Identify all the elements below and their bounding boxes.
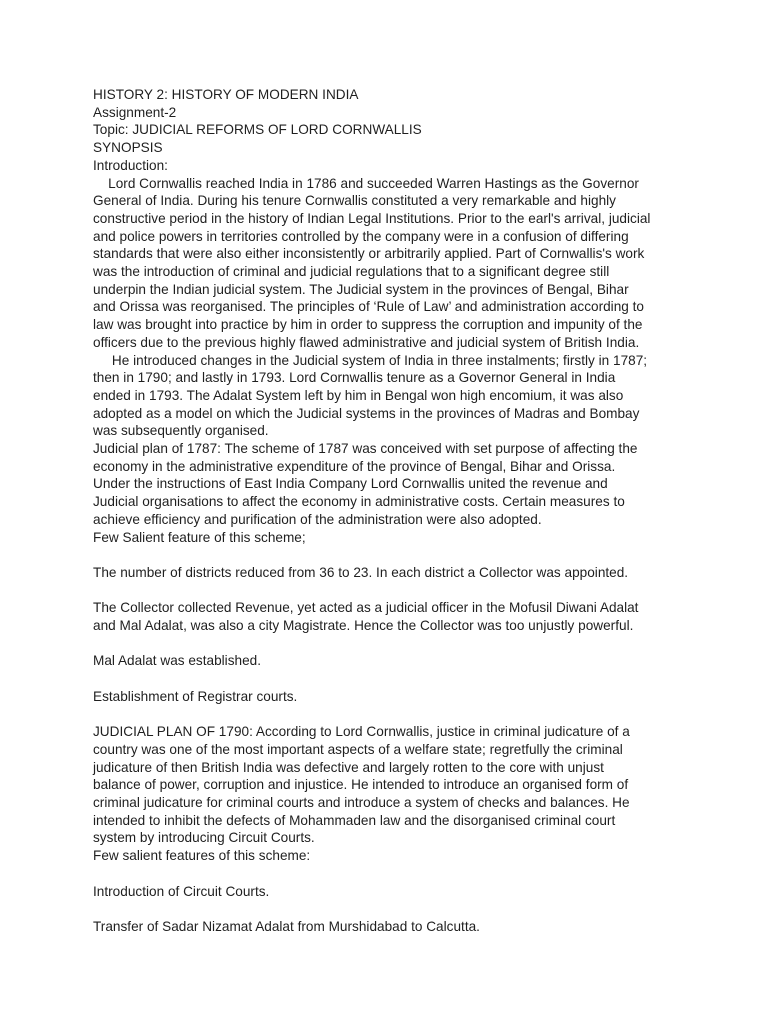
- text-line: Few Salient feature of this scheme;: [93, 529, 306, 545]
- text-line: He introduced changes in the Judicial system of India in three instalments; firstly in 1787;: [93, 352, 648, 368]
- intro-paragraph-2: [93, 352, 683, 441]
- text-line: Transfer of Sadar Nizamat Adalat from Murshidabad to Calcutta.: [93, 918, 480, 934]
- spacer: [93, 900, 683, 918]
- feature-1787-mal-adalat: [93, 652, 683, 670]
- spacer: [93, 706, 683, 724]
- text-line: then in 1790; and lastly in 1793. Lord Cornwallis tenure as a Governor General in India: [93, 370, 616, 386]
- text-line: Introduction of Circuit Courts.: [93, 883, 270, 899]
- text-line: achieve efficiency and purification of the administration were also adopted.: [93, 511, 542, 527]
- text-line: adopted as a model on which the Judicial systems in the provinces of Madras and Bombay: [93, 405, 640, 421]
- spacer: [93, 582, 683, 600]
- feature-1790-sadar-nizamat: [93, 918, 683, 936]
- text-line: criminal judicature for criminal courts and introduce a system of checks and balances. He: [93, 795, 630, 811]
- text-line: was subsequently organised.: [93, 423, 269, 439]
- spacer: [93, 670, 683, 688]
- text-line: ended in 1793. The Adalat System left by him in Bengal won high encomium, it was also: [93, 387, 624, 403]
- text-line: intended to inhibit the defects of Mohammaden law and the disorganised criminal court: [93, 812, 616, 828]
- text-line: balance of power, corruption and injustice. He intended to introduce an organised form of: [93, 777, 629, 793]
- text-line: law was brought into practice by him in order to suppress the corruption and impunity of the: [93, 317, 643, 333]
- feature-1787-districts: [93, 564, 683, 582]
- text-line: The Collector collected Revenue, yet acted as a judicial officer in the Mofusil Diwani Adalat: [93, 600, 639, 616]
- text-line: General of India. During his tenure Cornwallis constituted a very remarkable and highly: [93, 193, 616, 209]
- intro-paragraph-1: [93, 175, 683, 352]
- text-line: Judicial plan of 1787: The scheme of 1787 was conceived with set purpose of affecting the: [93, 441, 638, 457]
- text-line: underpin the Indian judicial system. The Judicial system in the provinces of Bengal, Bihar: [93, 281, 629, 297]
- topic-line: Topic: JUDICIAL REFORMS OF LORD CORNWALLIS: [93, 122, 422, 138]
- text-line: Judicial organisations to affect the economy in administrative costs. Certain measures to: [93, 494, 625, 510]
- text-line: JUDICIAL PLAN OF 1790: According to Lord Cornwallis, justice in criminal judicature of a: [93, 724, 630, 740]
- text-line: constructive period in the history of Indian Legal Institutions. Prior to the earl's arrival, judicial: [93, 210, 651, 226]
- course-title: HISTORY 2: HISTORY OF MODERN INDIA: [93, 87, 359, 102]
- text-line: Mal Adalat was established.: [93, 653, 262, 669]
- spacer: [93, 865, 683, 883]
- assignment-label: Assignment-2: [93, 104, 177, 120]
- spacer: [93, 635, 683, 653]
- text-line: Few salient features of this scheme:: [93, 848, 311, 864]
- text-line: was the introduction of criminal and judicial regulations that to a significant degree still: [93, 264, 610, 280]
- text-line: officers due to the previous highly flawed administrative and judicial system of British India.: [93, 334, 640, 350]
- text-line: The number of districts reduced from 36 to 23. In each district a Collector was appointed.: [93, 564, 629, 580]
- feature-1790-circuit-courts: [93, 883, 683, 901]
- spacer: [93, 546, 683, 564]
- text-line: and police powers in territories controlled by the company were in a confusion of differing: [93, 228, 629, 244]
- introduction-heading: Introduction:: [93, 157, 168, 173]
- text-line: Under the instructions of East India Company Lord Cornwallis united the revenue and: [93, 476, 608, 492]
- text-line: Lord Cornwallis reached India in 1786 and succeeded Warren Hastings as the Governor: [93, 175, 639, 191]
- text-line: and Orissa was reorganised. The principles of ‘Rule of Law’ and administration according to: [93, 299, 644, 315]
- plan-1787-paragraph: [93, 440, 683, 546]
- synopsis-heading: SYNOPSIS: [93, 140, 163, 156]
- text-line: standards that were also either inconsistently or arbitrarily applied. Part of Cornwallis's work: [93, 246, 645, 262]
- text-line: system by introducing Circuit Courts.: [93, 830, 315, 846]
- feature-1787-collector: [93, 599, 683, 634]
- text-line: country was one of the most important aspects of a welfare state; regretfully the criminal: [93, 741, 623, 757]
- document-page: [93, 86, 683, 936]
- text-line: and Mal Adalat, was also a city Magistrate. Hence the Collector was too unjustly powerful.: [93, 618, 634, 634]
- feature-1787-registrar: [93, 688, 683, 706]
- plan-1790-paragraph: [93, 723, 683, 865]
- text-line: economy in the administrative expenditure of the province of Bengal, Bihar and Orissa.: [93, 458, 616, 474]
- text-line: judicature of then British India was defective and largely rotten to the core with unjust: [93, 759, 604, 775]
- text-line: Establishment of Registrar courts.: [93, 688, 298, 704]
